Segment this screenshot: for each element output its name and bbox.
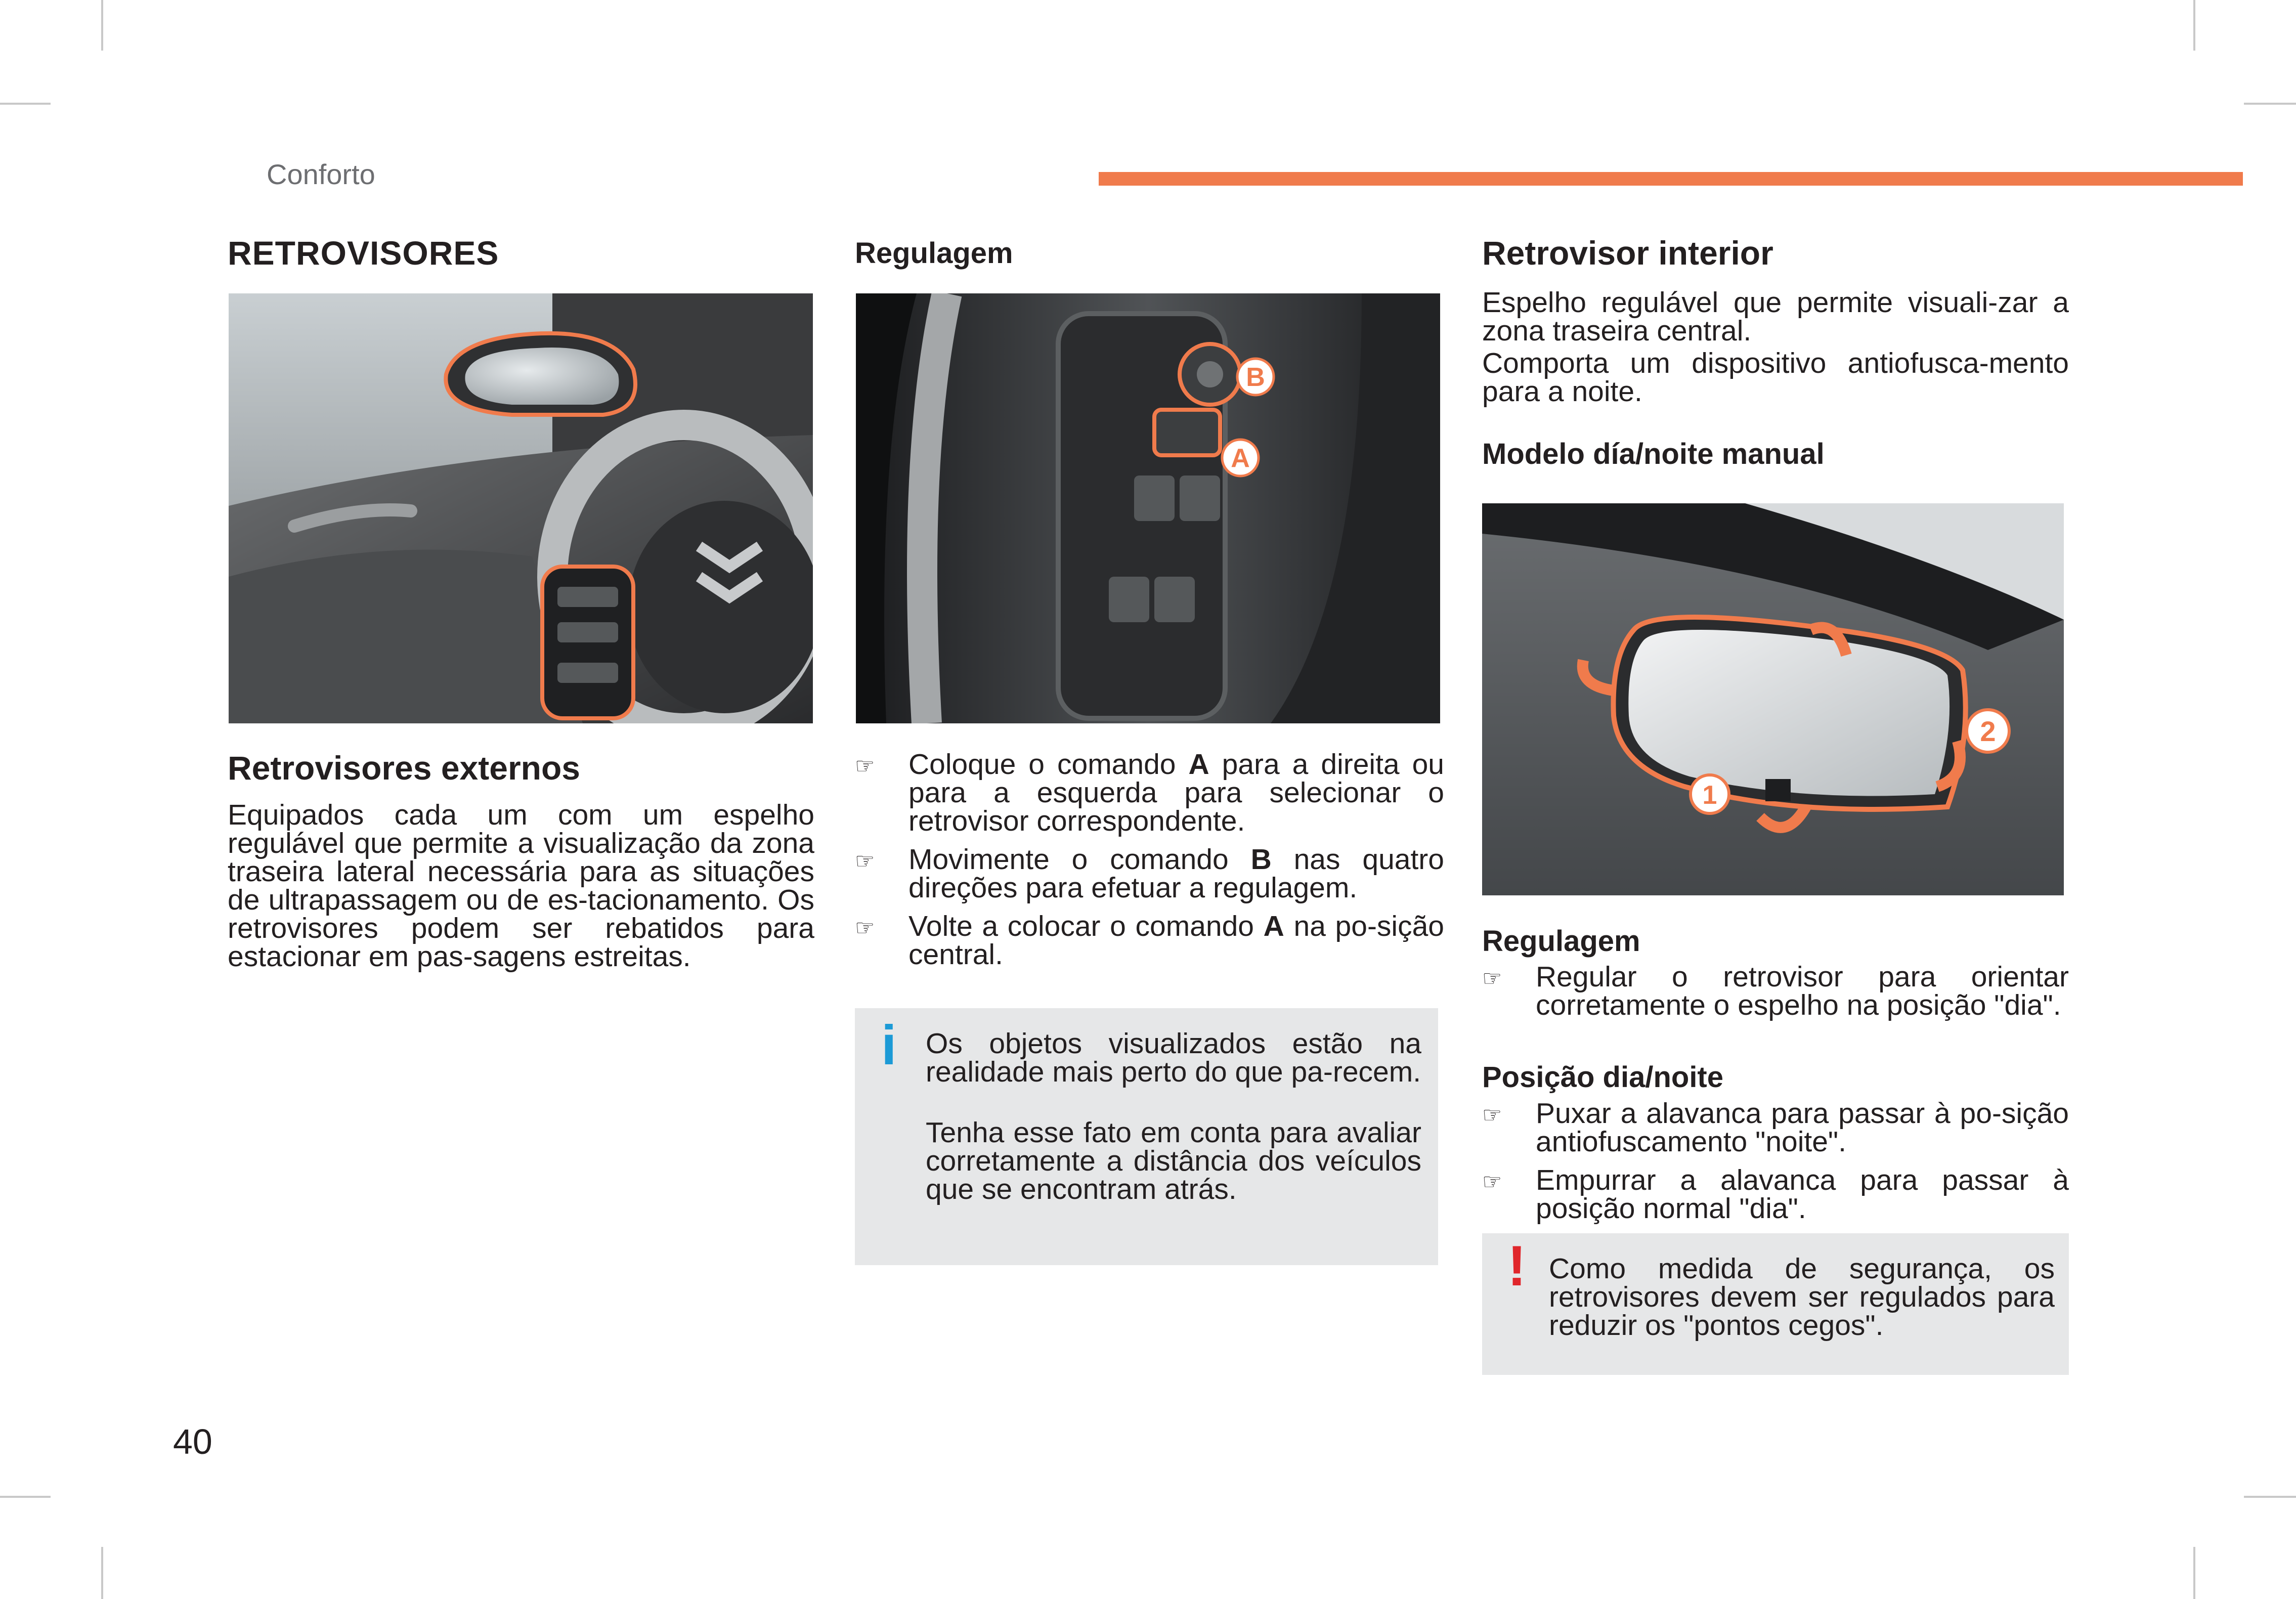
crop-mark [0,1496,51,1498]
info-paragraph: Os objetos visualizados estão na realidade mais perto do que pa-recem. [926,1027,1421,1088]
hand-pointer-icon: ☞ [1482,1170,1502,1194]
section-subtitle: Retrovisores externos [228,749,580,787]
hand-pointer-icon: ☞ [1482,1103,1502,1128]
crop-mark [2244,1496,2296,1498]
section-title: Regulagem [855,237,1013,270]
info-icon: i [881,1014,897,1076]
section-subtitle: Posição dia/noite [1482,1061,1723,1094]
label-b: B [1246,363,1265,392]
hand-pointer-icon: ☞ [855,849,875,874]
label-two: 2 [1980,715,1996,747]
label-one: 1 [1702,781,1717,810]
list-item: ☞ Coloque o comando A para a direita ou para a esquerda para selecionar o retrovisor correspondente. [855,748,1444,837]
crop-mark [2193,0,2195,51]
warning-note [1482,1233,2069,1375]
adjust-steps [1482,963,2069,1029]
crop-mark [101,0,103,51]
list-item: ☞ Regular o retrovisor para orientar corretamente o espelho na posição "dia". [1482,961,2069,1021]
list-item: ☞ Movimente o comando B nas quatro direções para efetuar a regulagem. [855,843,1444,904]
door-mirror-photo [229,293,813,723]
day-night-steps [1482,1099,2069,1233]
crop-mark [2244,103,2296,105]
adjust-steps [855,750,1444,979]
section-subtitle: Modelo día/noite manual [1482,438,1825,470]
warning-paragraph: Como medida de segurança, os retrovisores devem ser regulados para reduzir os "pontos cegos". [1549,1252,2055,1342]
info-note [855,1008,1438,1265]
body-paragraph: Espelho regulável que permite visuali-zar a zona traseira central. [1482,286,2069,347]
running-head: Conforto [267,158,375,190]
label-a: A [1231,444,1250,473]
warning-icon: ! [1507,1234,1527,1298]
list-item: ☞ Volte a colocar o comando A na po-sição central. [855,910,1444,971]
section-accent-bar [1099,172,2243,186]
info-paragraph: Tenha esse fato em conta para avaliar corretamente a distância dos veículos que se encontram atrás. [926,1116,1421,1205]
crop-mark [101,1547,103,1599]
section-subtitle: Regulagem [1482,925,1640,958]
page-number: 40 [173,1422,212,1461]
hand-pointer-icon: ☞ [855,754,875,779]
body-paragraph: Equipados cada um com um espelho regulável que permite a visualização da zona traseira lateral necessária para as situações de ultrapassagem ou de es-tacionamento. Os retrovisores podem ser rebatidos para estacionar em pas-sagens estreitas. [228,799,814,973]
hand-pointer-icon: ☞ [855,916,875,940]
crop-mark [0,103,51,105]
body-paragraph: Comporta um dispositivo antiofusca-mento para a noite. [1482,347,2069,408]
section-title: Retrovisor interior [1482,234,1773,272]
interior-mirror-photo [1482,503,2064,895]
list-item: ☞ Puxar a alavanca para passar à po-sição antiofuscamento "noite". [1482,1097,2069,1158]
hand-pointer-icon: ☞ [1482,966,1502,991]
mirror-control-photo [856,293,1440,723]
crop-mark [2193,1547,2195,1599]
list-item: ☞ Empurrar a alavanca para passar à posição normal "dia". [1482,1164,2069,1225]
page-title: RETROVISORES [228,234,499,272]
